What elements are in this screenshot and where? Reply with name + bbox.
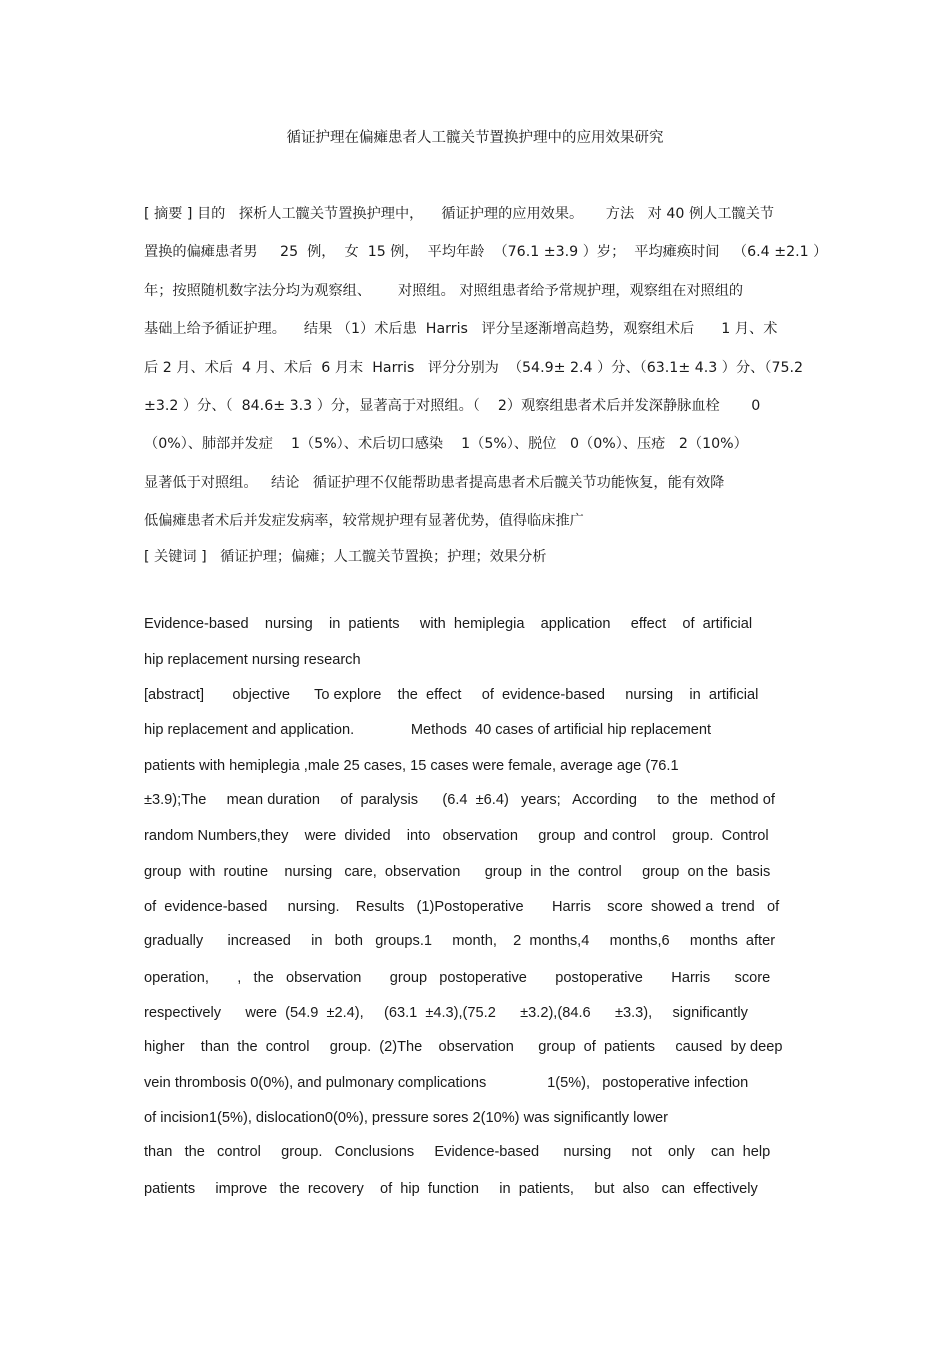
abstract-cn-line: ±3.2 ）分、（ 84.6± 3.3 ）分，显著高于对照组。（ 2）观察组患者术后并发深静脉血栓 0 (144, 398, 761, 414)
abstract-cn-line: [ 摘要 ] 目的 探析人工髋关节置换护理中， 循证护理的应用效果。 方法 对 40 例人工髋关节 (144, 206, 775, 222)
abstract-en-line: random Numbers,they were divided into observation group and control group. Control (144, 828, 769, 844)
abstract-en-line: gradually increased in both groups.1 month, 2 months,4 months,6 months after (144, 933, 776, 949)
english-title-line: hip replacement nursing research (144, 652, 361, 668)
abstract-en-line: of incision1(5%), dislocation0(0%), pressure sores 2(10%) was significantly lower (144, 1110, 668, 1126)
abstract-en-line: higher than the control group. (2)The observation group of patients caused by deep (144, 1039, 783, 1055)
abstract-cn-line: 年；按照随机数字法分均为观察组、 对照组。 对照组患者给予常规护理，观察组在对照组的 (144, 283, 744, 299)
abstract-cn-line: 基础上给予循证护理。 结果 （1）术后患 Harris 评分呈逐渐增高趋势，观察组术后 1 月、术 (144, 321, 778, 337)
abstract-cn-line: 低偏瘫患者术后并发症发病率，较常规护理有显著优势，值得临床推广 (144, 513, 584, 529)
keywords-line: [ 关键词 ] 循证护理；偏瘫；人工髋关节置换；护理；效果分析 (144, 549, 547, 565)
abstract-cn-line: 置换的偏瘫患者男 25 例， 女 15 例， 平均年龄 （76.1 ±3.9 ）岁； 平均瘫痪时间 （6.4 ±2.1 ） (144, 244, 828, 260)
abstract-en-line: [abstract] objective To explore the effect of evidence-based nursing in artificial (144, 687, 759, 703)
abstract-en-line: than the control group. Conclusions Evidence-based nursing not only can help (144, 1144, 771, 1160)
paper-title: 循证护理在偏瘫患者人工髋关节置换护理中的应用效果研究 (286, 130, 664, 146)
abstract-en-line: hip replacement and application. Methods 40 cases of artificial hip replacement (144, 722, 712, 738)
abstract-en-line: operation, , the observation group postoperative postoperative Harris score (144, 970, 771, 986)
abstract-en-line: patients with hemiplegia ,male 25 cases, 15 cases were female, average age (76.1 (144, 758, 679, 774)
english-title-line: Evidence-based nursing in patients with hemiplegia application effect of artificial (144, 616, 753, 632)
abstract-en-line: respectively were (54.9 ±2.4), (63.1 ±4.3),(75.2 ±3.2),(84.6 ±3.3), significantly (144, 1005, 748, 1021)
abstract-en-line: vein thrombosis 0(0%), and pulmonary complications 1(5%), postoperative infection (144, 1075, 749, 1091)
abstract-cn-line: 显著低于对照组。 结论 循证护理不仅能帮助患者提高患者术后髋关节功能恢复，能有效降 (144, 475, 725, 491)
abstract-en-line: group with routine nursing care, observation group in the control group on the basis (144, 864, 771, 880)
abstract-en-line: patients improve the recovery of hip function in patients, but also can effectively (144, 1181, 758, 1197)
abstract-cn-line: （0%）、肺部并发症 1（5%）、术后切口感染 1（5%）、脱位 0（0%）、压疮 2（10%） (144, 436, 748, 452)
abstract-cn-line: 后 2 月、术后 4 月、术后 6 月末 Harris 评分分别为 （54.9± 2.4 ）分、（63.1± 4.3 ）分、（75.2 (144, 360, 804, 376)
abstract-en-line: ±3.9);The mean duration of paralysis (6.4 ±6.4) years; According to the method of (144, 792, 775, 808)
abstract-en-line: of evidence-based nursing. Results (1)Postoperative Harris score showed a trend of (144, 899, 780, 915)
